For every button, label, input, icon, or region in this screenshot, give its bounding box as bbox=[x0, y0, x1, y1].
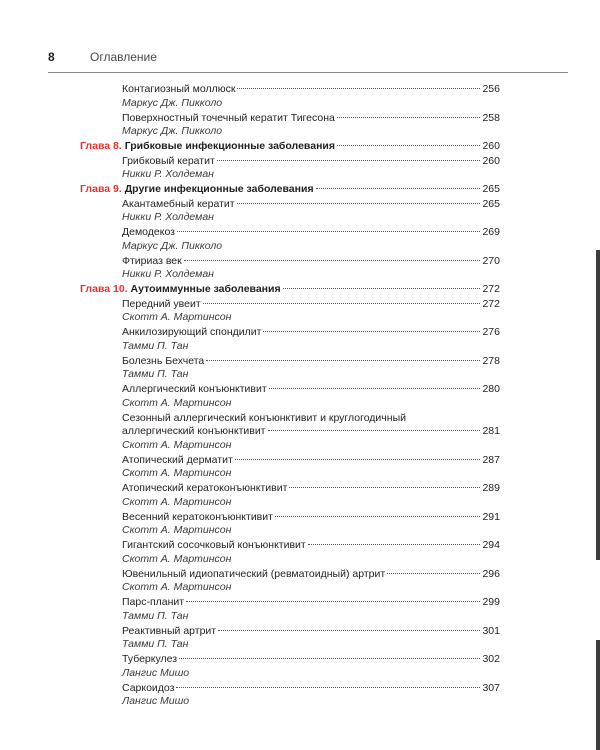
page-ref: 301 bbox=[482, 624, 500, 637]
page-ref: 260 bbox=[482, 154, 500, 167]
entry-title: Грибковый кератит bbox=[122, 154, 215, 167]
chapter-label: Глава 8. bbox=[80, 140, 122, 152]
page-ref: 289 bbox=[482, 482, 500, 494]
entry-title: Передний увеит bbox=[122, 297, 201, 310]
toc-entry[interactable] bbox=[80, 83, 500, 110]
leader-dots bbox=[176, 687, 480, 688]
toc-entry[interactable] bbox=[80, 298, 500, 325]
entry-author: Никки Р. Холдеман bbox=[122, 268, 214, 280]
chapter-title: Другие инфекционные заболевания bbox=[124, 183, 314, 195]
entry-title: Атопический дерматит bbox=[122, 453, 233, 466]
leader-dots bbox=[217, 160, 481, 161]
leader-dots bbox=[268, 430, 481, 431]
entry-author: Тамми П. Тан bbox=[122, 368, 189, 380]
toc-entry[interactable] bbox=[80, 653, 500, 680]
chapter-title: Аутоиммунные заболевания bbox=[130, 283, 281, 295]
entry-author: Скотт А. Мартинсон bbox=[122, 495, 232, 508]
leader-dots bbox=[179, 658, 480, 659]
chapter-heading bbox=[80, 140, 335, 154]
entry-title: аллергический конъюнктивит bbox=[122, 425, 266, 437]
page-ref: 299 bbox=[482, 596, 500, 608]
entry-title: Весенний кератоконъюнктивит bbox=[122, 510, 273, 523]
leader-dots bbox=[177, 231, 480, 232]
entry-title: Демодекоз bbox=[122, 226, 175, 238]
entry-author: Скотт А. Мартинсон bbox=[122, 524, 232, 536]
entry-title: Контагиозный моллюск bbox=[122, 83, 236, 95]
entry-title-line: Сезонный аллергический конъюнктивит и круглогодичный bbox=[122, 411, 406, 424]
page-edge-bar bbox=[596, 250, 600, 560]
entry-title: Ювенильный идиопатический (ревматоидный) артрит bbox=[122, 567, 386, 580]
entry-title: Болезнь Бехчета bbox=[122, 354, 205, 367]
toc-entry[interactable] bbox=[80, 412, 500, 452]
leader-dots bbox=[203, 303, 481, 304]
page-ref: 265 bbox=[482, 183, 500, 195]
chapter-heading bbox=[80, 283, 281, 297]
toc-entry[interactable] bbox=[80, 155, 500, 182]
entry-author: Маркус Дж. Пикколо bbox=[122, 125, 223, 137]
leader-dots bbox=[275, 516, 481, 517]
page-ref: 276 bbox=[482, 326, 500, 338]
toc-chapter[interactable] bbox=[80, 183, 500, 197]
page-ref: 302 bbox=[482, 653, 500, 665]
chapter-label: Глава 10. bbox=[80, 283, 128, 295]
leader-dots bbox=[308, 544, 481, 545]
leader-dots bbox=[235, 459, 481, 460]
header-rule bbox=[48, 72, 568, 73]
leader-dots bbox=[218, 630, 480, 631]
page-header bbox=[0, 0, 600, 70]
entry-author: Тамми П. Тан bbox=[122, 339, 189, 352]
toc-entry[interactable] bbox=[80, 682, 500, 709]
toc-entry[interactable] bbox=[80, 511, 500, 538]
page-ref: 280 bbox=[482, 383, 500, 395]
entry-author: Никки Р. Холдеман bbox=[122, 211, 214, 223]
leader-dots bbox=[316, 188, 481, 189]
leader-dots bbox=[184, 260, 481, 261]
toc-entry[interactable] bbox=[80, 198, 500, 225]
leader-dots bbox=[263, 331, 480, 332]
page-ref: 287 bbox=[482, 453, 500, 466]
leader-dots bbox=[269, 388, 481, 389]
leader-dots bbox=[387, 573, 480, 574]
page-ref: 265 bbox=[482, 197, 500, 210]
chapter-title: Грибковые инфекционные заболевания bbox=[124, 140, 336, 152]
toc-entry[interactable] bbox=[80, 255, 500, 282]
toc-entry[interactable] bbox=[80, 355, 500, 382]
leader-dots bbox=[237, 88, 480, 89]
page-ref: 258 bbox=[482, 111, 500, 124]
toc-entry[interactable] bbox=[80, 625, 500, 652]
entry-title: Саркоидоз bbox=[122, 681, 175, 694]
entry-author: Тамми П. Тан bbox=[122, 609, 189, 622]
toc-entry[interactable] bbox=[80, 454, 500, 481]
entry-author: Маркус Дж. Пикколо bbox=[122, 239, 223, 252]
leader-dots bbox=[337, 117, 481, 118]
leader-dots bbox=[283, 288, 481, 289]
toc-entry[interactable] bbox=[80, 326, 500, 353]
chapter-label: Глава 9. bbox=[80, 183, 122, 195]
leader-dots bbox=[186, 601, 480, 602]
entry-author: Скотт А. Мартинсон bbox=[122, 581, 232, 593]
toc-entry[interactable] bbox=[80, 226, 500, 253]
entry-title: Аллергический конъюнктивит bbox=[122, 383, 267, 395]
entry-author: Скотт А. Мартинсон bbox=[122, 552, 232, 565]
section-title: Оглавление bbox=[90, 50, 157, 64]
toc-chapter[interactable] bbox=[80, 283, 500, 297]
entry-title: Парс-планит bbox=[122, 596, 185, 608]
leader-dots bbox=[337, 145, 480, 146]
toc-entry[interactable] bbox=[80, 112, 500, 139]
entry-title: Атопический кератоконъюнктивит bbox=[122, 482, 288, 494]
page-ref: 272 bbox=[482, 297, 500, 310]
chapter-heading bbox=[80, 183, 314, 197]
page-ref: 270 bbox=[482, 254, 500, 267]
entry-author: Скотт А. Мартинсон bbox=[122, 311, 232, 323]
entry-title: Акантамебный кератит bbox=[122, 197, 235, 210]
toc-entry[interactable] bbox=[80, 539, 500, 566]
page-ref: 296 bbox=[482, 567, 500, 580]
toc-entry[interactable] bbox=[80, 383, 500, 410]
page-ref: 260 bbox=[482, 140, 500, 152]
leader-dots bbox=[237, 203, 481, 204]
page-ref: 307 bbox=[482, 681, 500, 694]
page-ref: 281 bbox=[482, 425, 500, 437]
leader-dots bbox=[289, 487, 480, 488]
entry-title: Гигантский сосочковый конъюнктивит bbox=[122, 539, 306, 551]
page-ref: 278 bbox=[482, 354, 500, 367]
page-ref: 256 bbox=[482, 83, 500, 95]
page-ref: 269 bbox=[482, 226, 500, 238]
entry-title: Поверхностный точечный кератит Тигесона bbox=[122, 111, 335, 124]
toc-chapter[interactable] bbox=[80, 140, 500, 154]
entry-author: Никки Р. Холдеман bbox=[122, 168, 214, 180]
toc-entry[interactable] bbox=[80, 568, 500, 595]
entry-author: Скотт А. Мартинсон bbox=[122, 438, 232, 451]
leader-dots bbox=[206, 360, 480, 361]
toc-entry[interactable] bbox=[80, 482, 500, 509]
page-number: 8 bbox=[48, 50, 55, 64]
entry-author: Тамми П. Тан bbox=[122, 638, 189, 650]
page-ref: 291 bbox=[482, 510, 500, 523]
page-ref: 294 bbox=[482, 539, 500, 551]
page-edge-bar bbox=[596, 640, 600, 750]
entry-author: Лангис Мишо bbox=[122, 666, 190, 679]
entry-title: Реактивный артрит bbox=[122, 624, 217, 637]
entry-title: Анкилозирующий спондилит bbox=[122, 326, 262, 338]
entry-author: Лангис Мишо bbox=[122, 695, 190, 707]
entry-author: Маркус Дж. Пикколо bbox=[122, 96, 223, 109]
entry-author: Скотт А. Мартинсон bbox=[122, 467, 232, 479]
entry-author: Скотт А. Мартинсон bbox=[122, 396, 232, 409]
table-of-contents bbox=[80, 83, 500, 710]
entry-title: Туберкулез bbox=[122, 653, 178, 665]
entry-title: Фтириаз век bbox=[122, 254, 182, 267]
toc-entry[interactable] bbox=[80, 596, 500, 623]
page-ref: 272 bbox=[482, 283, 500, 295]
